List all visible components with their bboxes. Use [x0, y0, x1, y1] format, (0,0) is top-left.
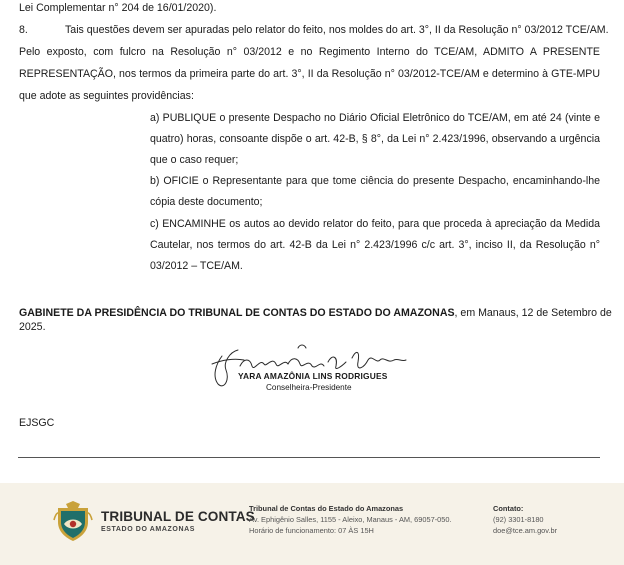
continued-line: Lei Complementar n° 204 de 16/01/2020). — [19, 2, 217, 14]
footer-divider — [18, 457, 600, 458]
item-8-text: Tais questões devem ser apuradas pelo relator do feito, nos moldes do art. 3°, II da Resolução n° 03/2012 TCE/AM. — [65, 24, 609, 36]
paragraph-line-3: que adote as seguintes providências: — [19, 90, 194, 102]
closing-place-date: , em Manaus, 12 de Setembro de — [454, 307, 612, 319]
contact-email[interactable]: doe@tce.am.gov.br — [493, 526, 558, 535]
org-address: Av. Ephigênio Salles, 1155 - Aleixo, Manaus - AM, 69057-050. — [249, 515, 452, 524]
item-a-line-2: quatro) horas, consoante dispõe o art. 42-B, § 8°, da Lei n° 2.423/1996, observando a urgência — [150, 133, 600, 145]
paragraph-line-2: REPRESENTAÇÃO, nos termos da primeira parte do art. 3°, II da Resolução n° 03/2012-TCE/AM e determino à GTE-MPU — [19, 68, 600, 80]
footer-address-block — [249, 503, 452, 536]
item-8-number: 8. — [19, 24, 28, 36]
page-footer — [0, 483, 624, 565]
item-c-line-1: c) ENCAMINHE os autos ao devido relator do feito, para que proceda à apreciação da Medida — [150, 218, 600, 230]
signature-role: Conselheira-Presidente — [266, 383, 352, 392]
brand-name: TRIBUNAL DE CONTAS — [101, 509, 255, 524]
paragraph-line-1: Pelo exposto, com fulcro na Resolução n° 03/2012 e no Regimento Interno do TCE/AM, ADMITO A PRESENTE — [19, 46, 600, 58]
brand-subtitle: ESTADO DO AMAZONAS — [101, 526, 196, 533]
contact-title: Contato: — [493, 504, 524, 513]
contact-phone[interactable]: (92) 3301-8180 — [493, 515, 544, 524]
document-initials: EJSGC — [19, 417, 55, 429]
org-hours: Horário de funcionamento: 07 ÀS 15H — [249, 526, 374, 535]
item-a-line-3: que o caso requer; — [150, 154, 239, 166]
item-c-line-2: Cautelar, nos termos do art. 42-B da Lei n° 2.423/1996 c/c art. 3°, inciso II, da Resolução n° — [150, 239, 600, 251]
item-a-line-1: a) PUBLIQUE o presente Despacho no Diário Oficial Eletrônico do TCE/AM, em até 24 (vinte e — [150, 112, 600, 124]
tce-am-logo-icon — [52, 500, 94, 542]
item-b-line-1: b) OFICIE o Representante para que tome ciência do presente Despacho, encaminhando-lhe — [150, 175, 600, 187]
org-title: Tribunal de Contas do Estado do Amazonas — [249, 504, 404, 513]
closing-office: GABINETE DA PRESIDÊNCIA DO TRIBUNAL DE CONTAS DO ESTADO DO AMAZONAS — [19, 307, 455, 319]
item-c-line-3: 03/2012 – TCE/AM. — [150, 260, 243, 272]
item-b-line-2: cópia deste documento; — [150, 196, 263, 208]
closing-year: 2025. — [19, 321, 46, 333]
closing-line-1 — [19, 307, 612, 320]
signature-name: YARA AMAZÔNIA LINS RODRIGUES — [238, 371, 388, 381]
footer-contact-block — [493, 503, 557, 536]
